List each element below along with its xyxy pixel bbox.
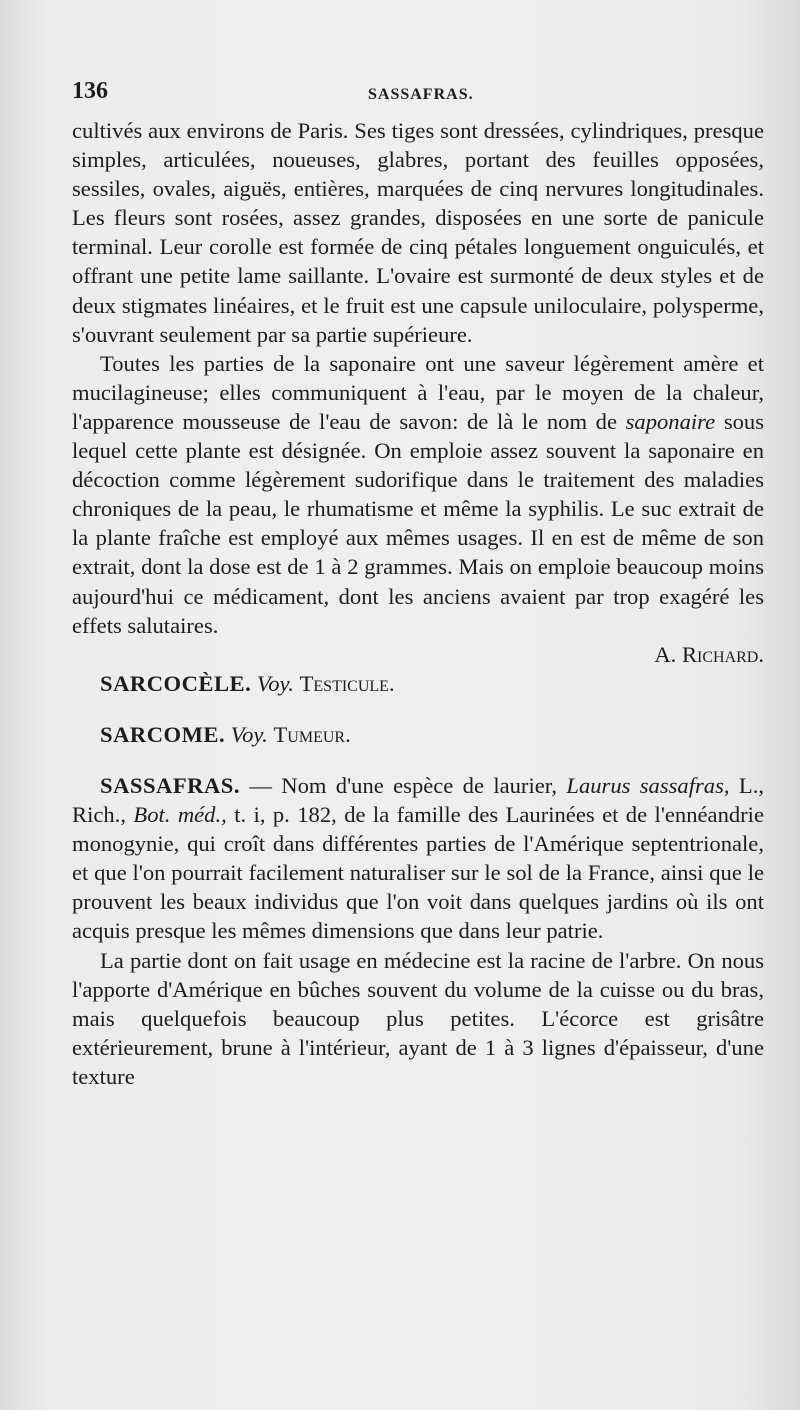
sassafras-text-3: t. i, p. 182, de la famille des Laurinées et de l'ennéandrie monogynie, qui croît dans différentes parties de l'Amérique septentrionale, et que l'on pourrait facilement naturaliser sur le sol de la France, ainsi que le prouvent les beaux individus que l'on voit dans quelques jardins où ils ont acquis presque les mêmes dimensions que dans leur patrie. xyxy=(72,802,764,944)
entry-term-sarcocele: SARCOCÈLE. xyxy=(100,670,252,696)
paragraph-saponaire-uses xyxy=(72,349,764,640)
running-title: SASSAFRAS. xyxy=(368,86,474,103)
para2-term-saponaire: saponaire xyxy=(625,408,716,434)
page-body xyxy=(72,116,764,1091)
page-number: 136 xyxy=(72,78,108,104)
sassafras-reference: Bot. méd., xyxy=(133,802,227,828)
entry-term-sassafras: SASSAFRAS. xyxy=(100,772,240,798)
sassafras-text-1: — Nom d'une espèce de laurier, xyxy=(239,772,567,798)
entry-sarcocele xyxy=(72,669,764,698)
entry-voy-sarcocele: Voy. xyxy=(256,670,294,696)
sassafras-text-2: L., Rich., xyxy=(72,772,764,828)
paragraph-sassafras-root: La partie dont on fait usage en médecine est la racine de l'arbre. On nous l'apporte d'Amérique en bûches souvent du volume de la cuisse ou du bras, mais quelquefois beaucoup plus petites. L'écorce est grisâtre extérieurement, brune à l'intérieur, ayant de 1 à 3 lignes d'épaisseur, d'une texture xyxy=(72,947,764,1089)
entry-ref-sarcocele: Testicule. xyxy=(299,670,395,696)
entry-voy-sarcome: Voy. xyxy=(230,721,268,747)
page-header xyxy=(72,78,764,108)
paragraph-saponaire-description: cultivés aux environs de Paris. Ses tiges sont dressées, cylindriques, presque simples, articulées, noueuses, glabres, portant des feuilles opposées, sessiles, ovales, aiguës, entières, marquées de cinq nervures longitudinales. Les fleurs sont rosées, assez grandes, disposées en une sorte de panicule terminal. Leur corolle est formée de cinq pétales longuement onguiculés, et offrant une petite lame saillante. L'ovaire est surmonté de deux styles et de deux stigmates linéaires, et le fruit est une capsule uniloculaire, polysperme, s'ouvrant seulement par sa partie supérieure. xyxy=(72,118,764,347)
entry-term-sarcome: SARCOME. xyxy=(100,721,226,747)
para2-text-a: Toutes les parties de la saponaire ont une saveur légèrement amère et mucilagineuse; elles communiquent à l'eau, par le moyen de la chaleur, l'apparence mousseuse de l'eau de savon: de là le nom de xyxy=(72,350,764,434)
entry-ref-sarcome: Tumeur. xyxy=(273,721,351,747)
author-signature: A. Richard. xyxy=(654,641,764,667)
sassafras-latin-name: Laurus sassafras, xyxy=(566,772,730,798)
entry-sarcome xyxy=(72,720,764,749)
para2-text-b: sous lequel cette plante est désignée. On emploie assez souvent la saponaire en décoction comme légèrement sudorifique dans le traitement des maladies chroniques de la peau, le rhumatisme et même la syphilis. Le suc extrait de la plante fraîche est employé aux mêmes usages. Il en est de même de son extrait, dont la dose est de 1 à 2 grammes. Mais on emploie beaucoup moins aujourd'hui ce médicament, dont les anciens avaient par trop exagéré les effets salutaires. xyxy=(72,408,764,638)
entry-sassafras xyxy=(72,771,764,946)
